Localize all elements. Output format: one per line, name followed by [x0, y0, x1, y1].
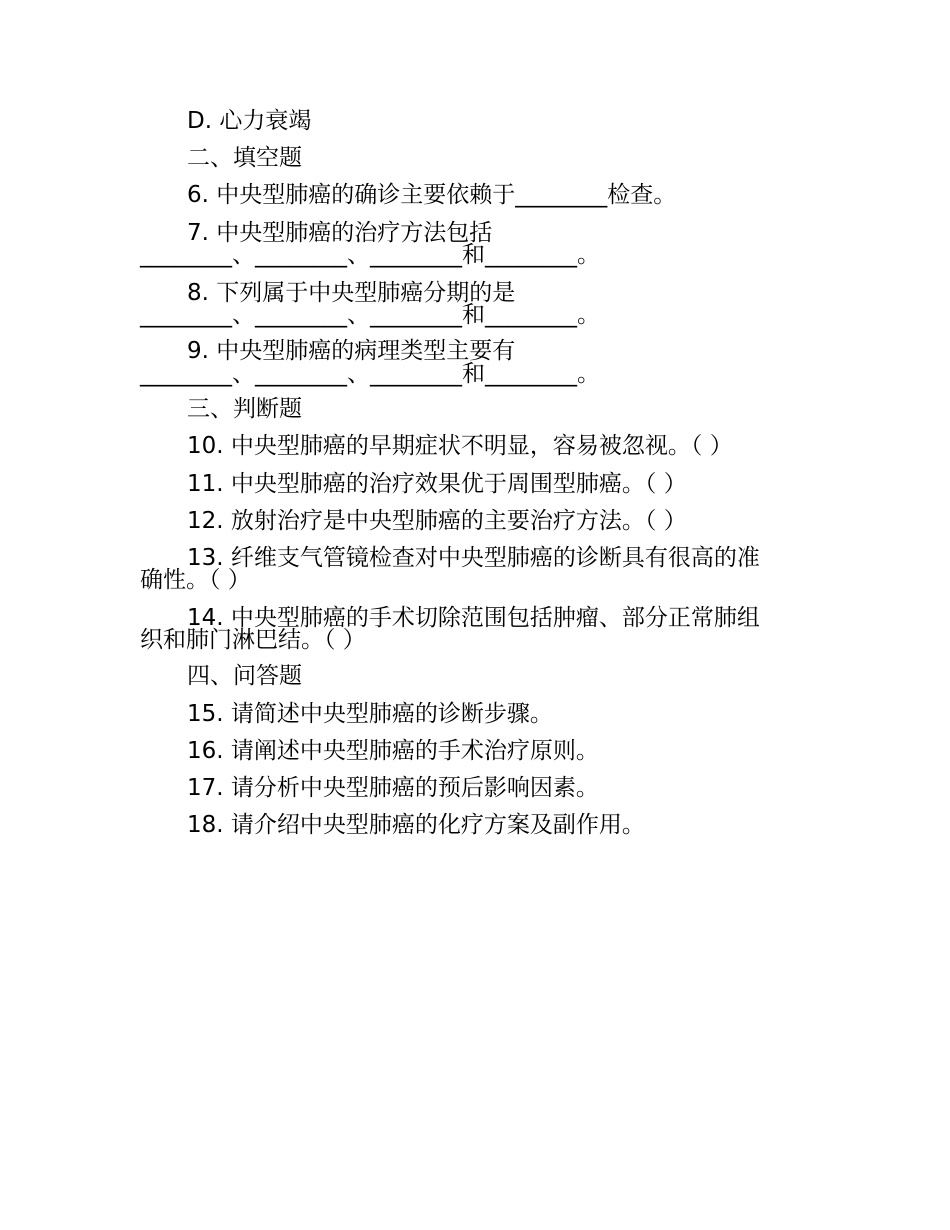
question-15: 15. 请简述中央型肺癌的诊断步骤。: [187, 701, 553, 727]
question-11: 11. 中央型肺癌的治疗效果优于周围型肺癌。（ ）: [187, 471, 687, 497]
question-8-line-2: ________、________、________和________。: [140, 302, 600, 328]
question-16: 16. 请阐述中央型肺癌的手术治疗原则。: [187, 738, 599, 764]
question-14-line-2: 织和肺门淋巴结。（ ）: [140, 627, 366, 653]
section-heading-true-false: 三、判断题: [187, 396, 302, 422]
question-14-line-1: 14. 中央型肺癌的手术切除范围包括肿瘤、部分正常肺组: [187, 605, 760, 631]
question-13-line-2: 确性。（ ）: [140, 567, 251, 593]
section-heading-fill-blank: 二、填空题: [187, 145, 302, 171]
question-18: 18. 请介绍中央型肺癌的化疗方案及副作用。: [187, 812, 645, 838]
question-9-line-1: 9. 中央型肺癌的病理类型主要有: [187, 338, 516, 364]
section-heading-short-answer: 四、问答题: [187, 663, 302, 689]
question-12: 12. 放射治疗是中央型肺癌的主要治疗方法。（ ）: [187, 508, 687, 534]
question-17: 17. 请分析中央型肺癌的预后影响因素。: [187, 775, 599, 801]
question-6: 6. 中央型肺癌的确诊主要依赖于________检查。: [187, 182, 677, 208]
document-page: [140, 0, 820, 1230]
question-7-line-1: 7. 中央型肺癌的治疗方法包括: [187, 220, 493, 246]
question-10: 10. 中央型肺癌的早期症状不明显，容易被忽视。（ ）: [187, 433, 733, 459]
option-d: D. 心力衰竭: [187, 108, 312, 134]
question-13-line-1: 13. 纤维支气管镜检查对中央型肺癌的诊断具有很高的准: [187, 545, 760, 571]
question-7-line-2: ________、________、________和________。: [140, 242, 600, 268]
question-9-line-2: ________、________、________和________。: [140, 361, 600, 387]
question-8-line-1: 8. 下列属于中央型肺癌分期的是: [187, 280, 516, 306]
